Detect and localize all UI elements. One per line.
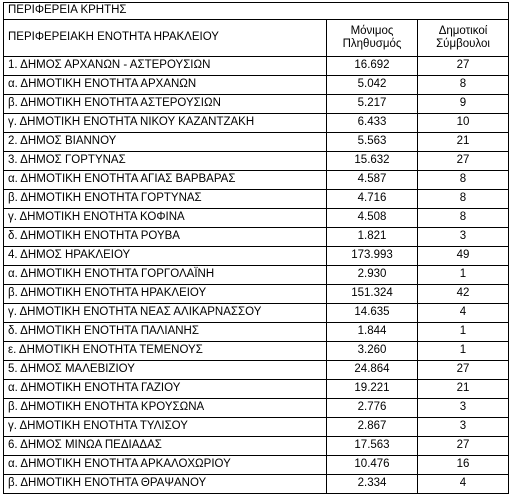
table-row [4, 76, 509, 95]
row-population-cell: 1.821 [327, 228, 418, 247]
table-row [4, 399, 509, 418]
row-name-cell: γ. ΔΗΜΟΤΙΚΗ ΕΝΟΤΗΤΑ ΝΕΑΣ ΑΛΙΚΑΡΝΑΣΣΟΥ [4, 304, 327, 323]
header-population [327, 20, 418, 57]
row-councillors-cell: 1 [418, 266, 509, 285]
row-population-cell: 19.221 [327, 380, 418, 399]
table-row [4, 304, 509, 323]
row-population-cell: 2.776 [327, 399, 418, 418]
row-name-cell: β. ΔΗΜΟΤΙΚΗ ΕΝΟΤΗΤΑ ΓΟΡΤΥΝΑΣ [4, 190, 327, 209]
row-name-cell: γ. ΔΗΜΟΤΙΚΗ ΕΝΟΤΗΤΑ ΤΥΛΙΣΟΥ [4, 418, 327, 437]
table-row [4, 228, 509, 247]
row-population-cell: 14.635 [327, 304, 418, 323]
row-population-cell: 1.844 [327, 323, 418, 342]
row-name-cell: δ. ΔΗΜΟΤΙΚΗ ΕΝΟΤΗΤΑ ΡΟΥΒΑ [4, 228, 327, 247]
row-councillors-cell: 8 [418, 76, 509, 95]
table-title: ΠΕΡΙΦΕΡΕΙΑ ΚΡΗΤΗΣ [4, 3, 509, 20]
row-name-cell: 6. ΔΗΜΟΣ ΜΙΝΩΑ ΠΕΔΙΑΔΑΣ [4, 437, 327, 456]
table-row [4, 114, 509, 133]
row-councillors-cell: 21 [418, 380, 509, 399]
row-councillors-cell: 9 [418, 95, 509, 114]
header-councillors [418, 20, 509, 57]
table-row [4, 418, 509, 437]
row-population-cell: 3.260 [327, 342, 418, 361]
row-councillors-cell: 10 [418, 114, 509, 133]
header-population-line1: Μόνιμος [350, 25, 394, 37]
table-row [4, 285, 509, 304]
row-population-cell: 2.867 [327, 418, 418, 437]
row-name-cell: 3. ΔΗΜΟΣ ΓΟΡΤΥΝΑΣ [4, 152, 327, 171]
row-councillors-cell: 8 [418, 190, 509, 209]
row-population-cell: 151.324 [327, 285, 418, 304]
row-name-cell: 1. ΔΗΜΟΣ ΑΡΧΑΝΩΝ - ΑΣΤΕΡΟΥΣΙΩΝ [4, 57, 327, 76]
row-name-cell: α. ΔΗΜΟΤΙΚΗ ΕΝΟΤΗΤΑ ΓΟΡΓΟΛΑΪΝΗ [4, 266, 327, 285]
row-councillors-cell: 27 [418, 152, 509, 171]
table-row [4, 57, 509, 76]
table-row [4, 152, 509, 171]
table-title-row [4, 3, 509, 20]
row-councillors-cell: 3 [418, 418, 509, 437]
row-population-cell: 2.334 [327, 475, 418, 494]
row-population-cell: 17.563 [327, 437, 418, 456]
row-councillors-cell: 1 [418, 342, 509, 361]
row-name-cell: 5. ΔΗΜΟΣ ΜΑΛΕΒΙΖΙΟΥ [4, 361, 327, 380]
row-councillors-cell: 4 [418, 304, 509, 323]
row-population-cell: 4.716 [327, 190, 418, 209]
population-table [3, 2, 509, 494]
row-councillors-cell: 16 [418, 456, 509, 475]
table-row [4, 437, 509, 456]
table-row [4, 190, 509, 209]
row-councillors-cell: 49 [418, 247, 509, 266]
row-population-cell: 173.993 [327, 247, 418, 266]
table-row [4, 456, 509, 475]
row-population-cell: 2.930 [327, 266, 418, 285]
header-population-line2: Πληθυσμός [342, 38, 402, 50]
table-row [4, 247, 509, 266]
row-councillors-cell: 27 [418, 361, 509, 380]
table-row [4, 323, 509, 342]
row-councillors-cell: 3 [418, 399, 509, 418]
row-population-cell: 4.587 [327, 171, 418, 190]
row-name-cell: β. ΔΗΜΟΤΙΚΗ ΕΝΟΤΗΤΑ ΗΡΑΚΛΕΙΟΥ [4, 285, 327, 304]
table-row [4, 266, 509, 285]
row-councillors-cell: 27 [418, 57, 509, 76]
row-population-cell: 15.632 [327, 152, 418, 171]
row-name-cell: δ. ΔΗΜΟΤΙΚΗ ΕΝΟΤΗΤΑ ΠΑΛΙΑΝΗΣ [4, 323, 327, 342]
table-row [4, 361, 509, 380]
row-councillors-cell: 27 [418, 437, 509, 456]
row-name-cell: 2. ΔΗΜΟΣ ΒΙΑΝΝΟΥ [4, 133, 327, 152]
row-population-cell: 16.692 [327, 57, 418, 76]
row-name-cell: 4. ΔΗΜΟΣ ΗΡΑΚΛΕΙΟΥ [4, 247, 327, 266]
header-councillors-line1: Δημοτικοί [438, 25, 488, 37]
row-name-cell: γ. ΔΗΜΟΤΙΚΗ ΕΝΟΤΗΤΑ ΝΙΚΟΥ ΚΑΖΑΝΤΖΑΚΗ [4, 114, 327, 133]
header-councillors-line2: Σύμβουλοι [436, 38, 490, 50]
document-table-container [3, 2, 508, 494]
row-councillors-cell: 1 [418, 323, 509, 342]
row-councillors-cell: 3 [418, 228, 509, 247]
row-councillors-cell: 4 [418, 475, 509, 494]
table-row [4, 95, 509, 114]
row-population-cell: 5.563 [327, 133, 418, 152]
row-councillors-cell: 21 [418, 133, 509, 152]
row-councillors-cell: 8 [418, 171, 509, 190]
row-name-cell: γ. ΔΗΜΟΤΙΚΗ ΕΝΟΤΗΤΑ ΚΟΦΙΝΑ [4, 209, 327, 228]
row-name-cell: β. ΔΗΜΟΤΙΚΗ ΕΝΟΤΗΤΑ ΚΡΟΥΣΩΝΑ [4, 399, 327, 418]
table-row [4, 133, 509, 152]
row-name-cell: β. ΔΗΜΟΤΙΚΗ ΕΝΟΤΗΤΑ ΘΡΑΨΑΝΟΥ [4, 475, 327, 494]
row-name-cell: β. ΔΗΜΟΤΙΚΗ ΕΝΟΤΗΤΑ ΑΣΤΕΡΟΥΣΙΩΝ [4, 95, 327, 114]
row-name-cell: α. ΔΗΜΟΤΙΚΗ ΕΝΟΤΗΤΑ ΑΓΙΑΣ ΒΑΡΒΑΡΑΣ [4, 171, 327, 190]
row-name-cell: α. ΔΗΜΟΤΙΚΗ ΕΝΟΤΗΤΑ ΑΡΚΑΛΟΧΩΡΙΟΥ [4, 456, 327, 475]
row-name-cell: α. ΔΗΜΟΤΙΚΗ ΕΝΟΤΗΤΑ ΑΡΧΑΝΩΝ [4, 76, 327, 95]
row-councillors-cell: 42 [418, 285, 509, 304]
row-population-cell: 6.433 [327, 114, 418, 133]
row-population-cell: 5.042 [327, 76, 418, 95]
row-name-cell: α. ΔΗΜΟΤΙΚΗ ΕΝΟΤΗΤΑ ΓΑΖΙΟΥ [4, 380, 327, 399]
table-row [4, 171, 509, 190]
row-population-cell: 5.217 [327, 95, 418, 114]
table-row [4, 475, 509, 494]
row-population-cell: 10.476 [327, 456, 418, 475]
table-row [4, 209, 509, 228]
row-population-cell: 24.864 [327, 361, 418, 380]
row-councillors-cell: 8 [418, 209, 509, 228]
table-header-row [4, 20, 509, 57]
header-unit: ΠΕΡΙΦΕΡΕΙΑΚΗ ΕΝΟΤΗΤΑ ΗΡΑΚΛΕΙΟΥ [4, 20, 327, 57]
table-row [4, 342, 509, 361]
row-population-cell: 4.508 [327, 209, 418, 228]
row-name-cell: ε. ΔΗΜΟΤΙΚΗ ΕΝΟΤΗΤΑ ΤΕΜΕΝΟΥΣ [4, 342, 327, 361]
table-row [4, 380, 509, 399]
